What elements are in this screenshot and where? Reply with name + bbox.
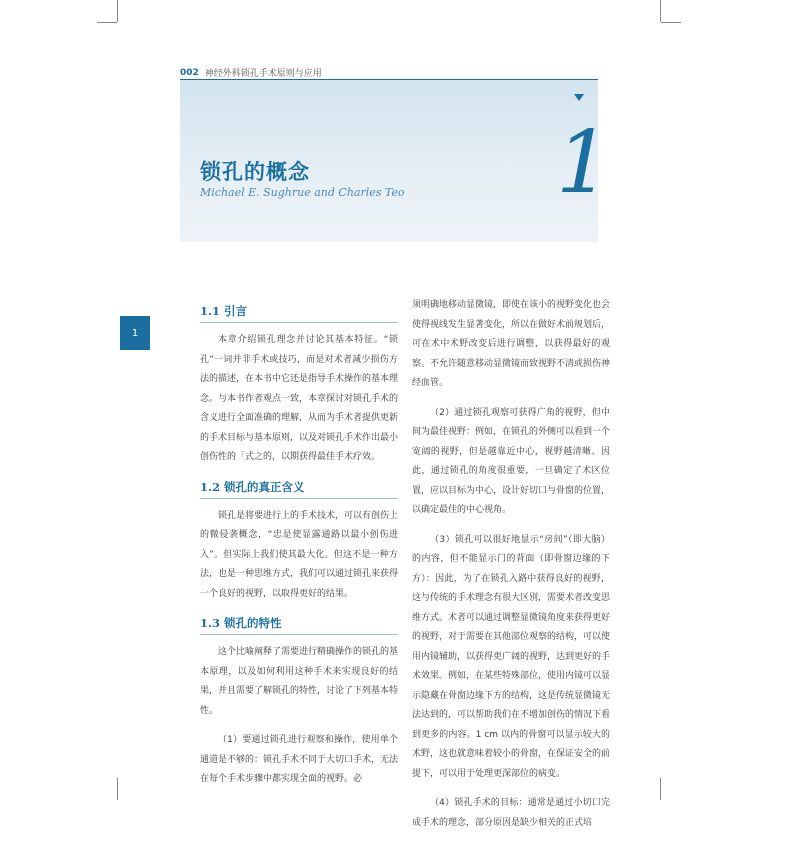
crop-mark (117, 0, 118, 22)
page-number: 002 (180, 67, 199, 78)
bookmark-marker-icon (574, 94, 584, 101)
left-column (200, 296, 398, 800)
paragraph: （2）通过锁孔观察可获得广角的视野，但中间为最佳视野：例如，在锁孔的外侧可以看到一个宽阔的视野，但是越靠近中心，视野越清晰。因此，通过锁孔的角度很重要，一旦确定了术区位置，应以目标为中心，设计好切口与骨窗的位置，以确定最佳的中心视角。 (412, 407, 611, 515)
paragraph: （4）锁孔手术的目标：通常是通过小切口完成手术的理念，部分原因是缺少相关的正式培 (412, 798, 610, 828)
paragraph: 这个比喻阐释了需要进行精确操作的锁孔的基本原理，以及如何利用这种手术来实现良好的结果，并且需要了解锁孔的特性，讨论了下列基本特性。 (200, 647, 399, 716)
running-header (180, 66, 322, 79)
chapter-title: 锁孔的概念 (200, 159, 310, 184)
book-title: 神经外科锁孔手术原则与应用 (204, 69, 322, 79)
paragraph: 锁孔是将要进行上的手术技术，可以有创伤上的微侵袭概念，“忠是使显露通路以最小创伤进入”。但实际上我们使其最大化。但这不是一种方法，也是一种思维方式，我们可以通过锁孔来获得一个良好的视野，以取得更好的结果。 (200, 510, 399, 599)
paragraph: 本章介绍锁孔理念并讨论其基本特征。“锁孔”一词并非手术或技巧，而是对术者减少损伤方法的描述，在本书中它还是指导手术操作的基本理念。与本书作者观点一致，本章探讨对锁孔手术的含义进行全面准确的理解，从而为手术者提供更新的手术目标与基本原则，以及对锁孔手术作出最小创伤性的「式之的，以期获得最佳手术疗效。 (200, 335, 399, 462)
crop-mark (660, 0, 661, 22)
paragraph: 须明确地移动显微镜，即使在该小的视野变化也会使得视线发生显著变化，所以在做好术前规划后，可在术中术野改变后进行调整，以获得最好的观察。不允许随意移动显微镜而致视野不清或损伤神经血管。 (412, 300, 611, 388)
section-heading-characteristics: 1.3 锁孔的特性 (200, 614, 398, 635)
chapter-number: 1 (556, 113, 611, 213)
crop-mark (660, 778, 661, 800)
paragraph: （1）要通过锁孔进行观察和操作，使用单个通道是不够的：锁孔手术不同于大切口手术，无法在每个手术步骤中都实现全面的视野。必 (200, 735, 399, 784)
section-heading-introduction: 1.1 引言 (200, 302, 398, 323)
right-column (412, 296, 610, 843)
crop-mark (661, 22, 681, 23)
crop-mark (97, 22, 117, 23)
crop-mark (117, 778, 118, 800)
chapter-side-tab: 1 (120, 316, 150, 350)
chapter-authors: Michael E. Sughrue and Charles Teo (200, 186, 405, 199)
section-heading-meaning: 1.2 锁孔的真正含义 (200, 478, 398, 499)
paragraph: （3）锁孔可以很好地显示“房间”（即大脑）的内容，但不能显示门的背面（即骨窗边缘的下方）：因此，为了在锁孔入路中获得良好的视野，这与传统的手术理念有很大区别，需要术者改变思维方式。术者可以通过调整显微镜角度来获得更好的视野，对于需要在其他部位观察的结构，可以使用内镜辅助，以获得更广阔的视野，达到更好的手术效果。例如，在某些特殊部位，使用内镜可以显示隐藏在骨窗边缘下方的结构，这是传统显微镜无法达到的，可以帮助我们在不增加创伤的情况下看到更多的内容。1 cm 以内的骨窗可以显示较大的术野，这也就意味着较小的骨窗，在保证安全的前提下，可以用于处理更深部位的病变。 (412, 534, 611, 779)
